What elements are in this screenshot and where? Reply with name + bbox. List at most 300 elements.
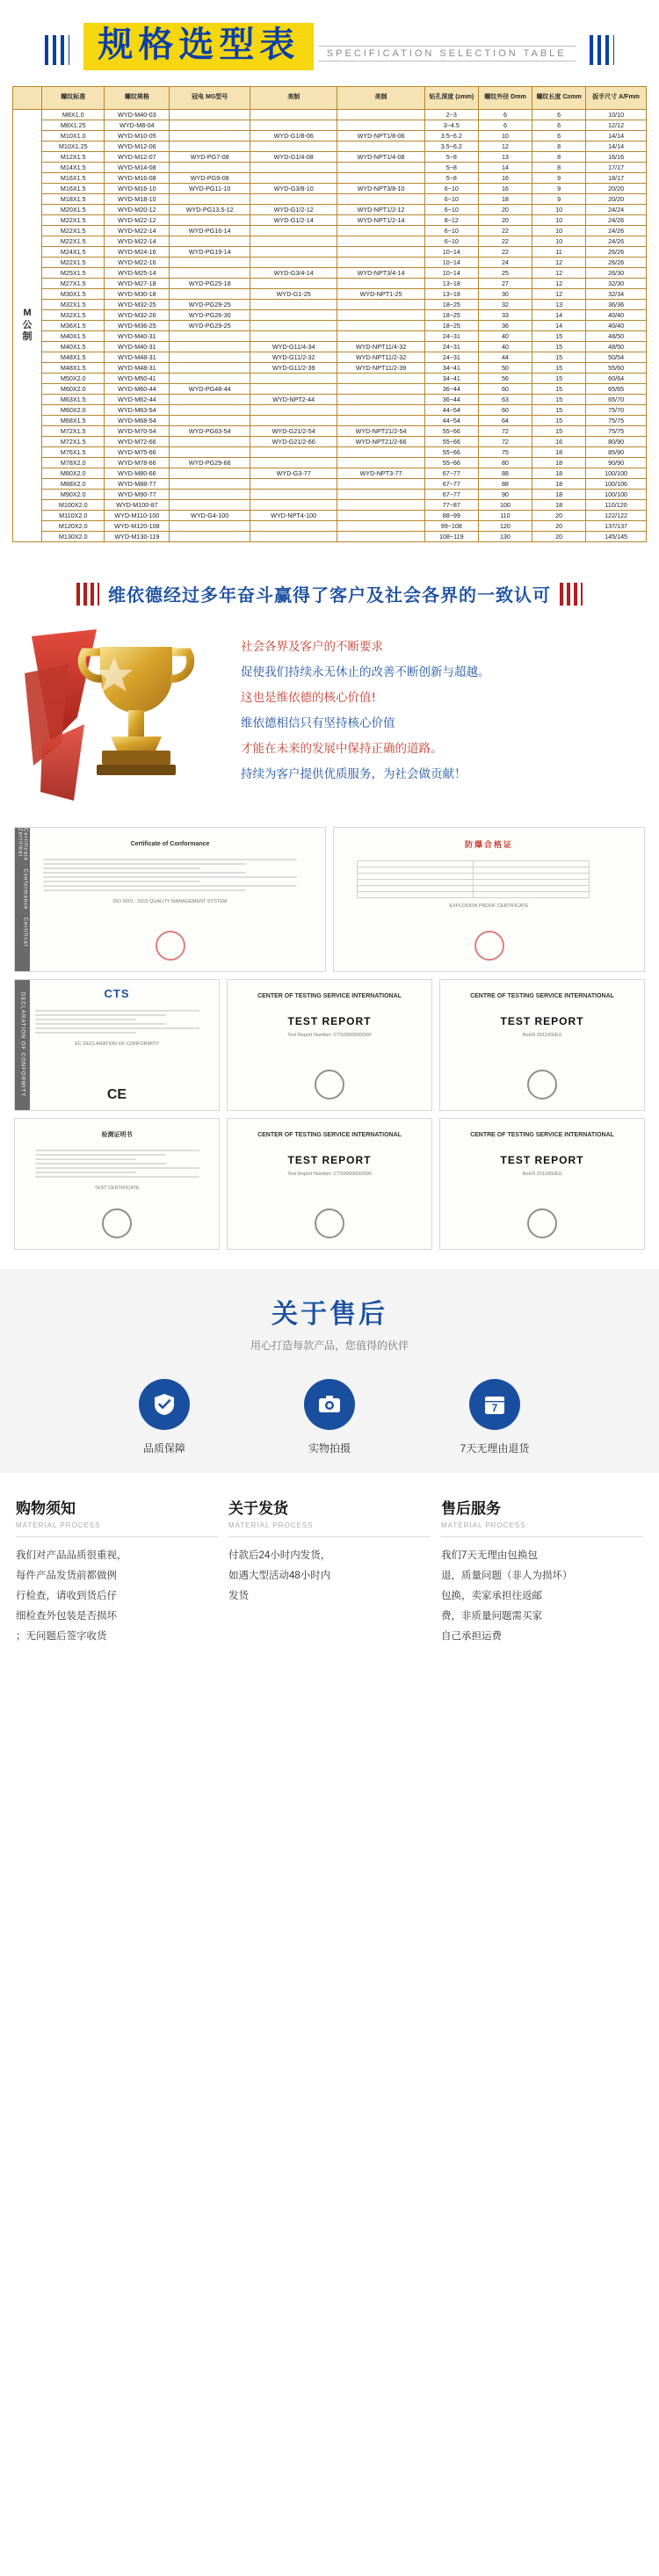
table-cell <box>337 384 424 395</box>
table-row <box>13 247 647 258</box>
honor-line-4: 才能在未来的发展中保持正确的道路。 <box>241 742 443 757</box>
table-cell: WYD-G4-100 <box>170 511 250 521</box>
table-cell: M8X1.0 <box>42 110 105 120</box>
table-cell: WYD-M36-25 <box>105 321 170 331</box>
table-cell <box>337 194 424 205</box>
table-cell: 22 <box>478 226 532 236</box>
table-cell: 34~41 <box>424 363 478 374</box>
service-label: 7天无理由退货 <box>460 1442 530 1455</box>
table-cell: WYD-NPT3-77 <box>337 468 424 479</box>
table-cell: 65/70 <box>586 395 647 405</box>
table-cell: 108~119 <box>424 532 478 542</box>
table-cell: 24 <box>478 258 532 268</box>
table-cell: 32 <box>478 300 532 310</box>
divider <box>441 1536 643 1537</box>
table-cell: 34~41 <box>424 374 478 384</box>
table-cell: WYD-PG16-14 <box>170 226 250 236</box>
table-cell: WYD-M120-108 <box>105 521 170 532</box>
table-cell <box>337 141 424 152</box>
table-cell: 30 <box>478 289 532 300</box>
service-label: 品质保障 <box>142 1442 185 1455</box>
table-cell: WYD-M18-10 <box>105 194 170 205</box>
table-cell: 12/12 <box>586 120 647 131</box>
table-cell <box>337 521 424 532</box>
info-paragraph: 我们对产品品质很重视， <box>16 1550 127 1561</box>
table-cell: 80/90 <box>586 437 647 447</box>
table-cell: WYD-M10-05 <box>105 131 170 141</box>
table-cell: 12 <box>532 279 586 289</box>
table-cell: WYD-NPT11/2-32 <box>337 352 424 363</box>
table-cell: 20/20 <box>586 194 647 205</box>
certificate-card <box>439 979 645 1111</box>
table-cell: M14X1.5 <box>42 163 105 173</box>
table-cell: WYD-NPT3/8-10 <box>337 184 424 194</box>
th-standard-group <box>13 87 42 110</box>
table-cell: 18 <box>532 458 586 468</box>
table-cell: 65/65 <box>586 384 647 395</box>
table-cell: 24~31 <box>424 331 478 342</box>
table-cell: WYD-NPT21/2-54 <box>337 426 424 437</box>
table-cell <box>250 141 337 152</box>
table-cell <box>337 395 424 405</box>
table-cell: M30X1.5 <box>42 289 105 300</box>
table-cell: 90/90 <box>586 458 647 468</box>
certificate-card <box>333 827 645 972</box>
table-row <box>13 194 647 205</box>
table-cell: 12 <box>532 268 586 279</box>
table-cell: WYD-NPT3/4-14 <box>337 268 424 279</box>
table-cell: 13 <box>532 300 586 310</box>
table-cell: 36 <box>478 321 532 331</box>
table-cell <box>250 490 337 500</box>
table-cell: 18/17 <box>586 173 647 184</box>
table-cell: 48/50 <box>586 342 647 352</box>
table-cell <box>250 458 337 468</box>
table-cell: 56 <box>478 374 532 384</box>
table-cell: 13~18 <box>424 289 478 300</box>
certificate-card <box>14 1118 220 1250</box>
table-cell: 26/26 <box>586 258 647 268</box>
table-cell <box>170 479 250 490</box>
table-cell: M32X1.5 <box>42 310 105 321</box>
table-cell: WYD-NPT11/4-32 <box>337 342 424 352</box>
certificate-row-1 <box>14 827 645 972</box>
table-cell: WYD-M68-54 <box>105 416 170 426</box>
table-cell: WYD-M22-16 <box>105 258 170 268</box>
table-cell: WYD-G1/2-12 <box>250 205 337 215</box>
table-cell <box>250 479 337 490</box>
table-cell <box>337 236 424 247</box>
table-cell: 26/26 <box>586 247 647 258</box>
table-cell: WYD-M90-77 <box>105 490 170 500</box>
table-cell: 36/36 <box>586 300 647 310</box>
table-cell: WYD-M20-12 <box>105 205 170 215</box>
certificate-heading: CENTRE OF TESTING SERVICE INTERNATIONAL <box>470 1132 614 1138</box>
table-cell: M60X2.0 <box>42 384 105 395</box>
table-cell: 15 <box>532 405 586 416</box>
table-cell: 13~18 <box>424 279 478 289</box>
table-cell <box>170 521 250 532</box>
table-cell: 6 <box>532 110 586 120</box>
certificate-seal <box>315 1070 344 1099</box>
honor-line-0: 社会各界及客户的不断要求 <box>241 640 383 654</box>
table-cell: 6~10 <box>424 205 478 215</box>
info-subheading: MATERIAL PROCESS <box>441 1521 526 1529</box>
table-cell: 15 <box>532 395 586 405</box>
table-cell: 50 <box>478 363 532 374</box>
info-heading: 售后服务 <box>441 1500 501 1518</box>
table-cell: M32X1.5 <box>42 300 105 310</box>
table-cell: WYD-M12-06 <box>105 141 170 152</box>
table-cell: WYD-M16-10 <box>105 184 170 194</box>
table-cell <box>337 405 424 416</box>
table-row <box>13 321 647 331</box>
table-cell: 8 <box>532 152 586 163</box>
info-column-shopping <box>16 1496 218 1647</box>
table-cell: WYD-G1-25 <box>250 289 337 300</box>
table-cell <box>337 173 424 184</box>
honor-line-3: 维依德相信只有坚持核心价值 <box>241 716 395 731</box>
table-cell: 2~3 <box>424 110 478 120</box>
table-row <box>13 374 647 384</box>
table-cell: WYD-M88-77 <box>105 479 170 490</box>
table-cell: 40 <box>478 342 532 352</box>
info-paragraph: 费，非质量问题需买家 <box>441 1611 542 1622</box>
certificate-small-text: EXPLOSION PROOF CERTIFICATE <box>449 903 529 909</box>
table-cell: M76X1.5 <box>42 447 105 458</box>
table-cell <box>170 110 250 120</box>
certificate-text-lines <box>35 1147 199 1180</box>
table-cell <box>170 395 250 405</box>
certificate-card <box>14 827 326 972</box>
table-cell: WYD-M80-66 <box>105 468 170 479</box>
certificates-section <box>0 818 659 1250</box>
table-cell <box>170 194 250 205</box>
table-cell: 6~10 <box>424 194 478 205</box>
trophy-illustration <box>16 612 235 818</box>
info-paragraph: 自己承担运费 <box>441 1631 502 1642</box>
table-cell: WYD-G1/2-14 <box>250 215 337 226</box>
table-cell: WYD-PG29-25 <box>170 300 250 310</box>
table-cell: M22X1.5 <box>42 258 105 268</box>
table-cell: WYD-M60-44 <box>105 384 170 395</box>
table-cell: M50X2.0 <box>42 374 105 384</box>
table-cell: 88~99 <box>424 511 478 521</box>
table-cell <box>250 173 337 184</box>
table-row <box>13 141 647 152</box>
table-cell <box>250 331 337 342</box>
table-cell <box>250 384 337 395</box>
table-cell <box>170 490 250 500</box>
honor-section <box>0 581 659 818</box>
table-cell: 88 <box>478 468 532 479</box>
table-cell: 32/30 <box>586 279 647 289</box>
table-cell: 40/40 <box>586 321 647 331</box>
table-cell: M16X1.5 <box>42 184 105 194</box>
table-cell: 8 <box>532 163 586 173</box>
certificate-small-text: EC DECLARATION OF CONFORMITY <box>75 1041 159 1047</box>
honor-left-stripes <box>76 583 99 606</box>
table-row <box>13 405 647 416</box>
certificate-small-text: ISO 9001 : 2015 QUALITY MANAGEMENT SYSTEM <box>112 898 228 904</box>
table-row <box>13 342 647 352</box>
certificate-seal <box>527 1208 557 1238</box>
table-cell: WYD-M22-12 <box>105 215 170 226</box>
table-cell: 130 <box>478 532 532 542</box>
table-cell: WYD-NPT1/8-06 <box>337 131 424 141</box>
certificate-heading: CENTRE OF TESTING SERVICE INTERNATIONAL <box>470 993 614 999</box>
info-paragraph: 行检查，请收到货后仔 <box>16 1591 117 1601</box>
table-cell: 15 <box>532 352 586 363</box>
table-cell: WYD-PG13.5-12 <box>170 205 250 215</box>
table-cell <box>250 194 337 205</box>
table-cell: 67~77 <box>424 468 478 479</box>
th-0: 螺纹标准 <box>42 87 105 110</box>
table-cell: 44~54 <box>424 405 478 416</box>
table-cell: 60/64 <box>586 374 647 384</box>
table-cell: WYD-M32-26 <box>105 310 170 321</box>
table-cell: 14/14 <box>586 141 647 152</box>
table-cell: 6~10 <box>424 184 478 194</box>
table-row <box>13 447 647 458</box>
table-cell <box>250 163 337 173</box>
certificate-seal <box>474 931 504 961</box>
table-cell: 6 <box>478 120 532 131</box>
table-cell: WYD-PG26-30 <box>170 310 250 321</box>
table-row <box>13 416 647 426</box>
certificate-side-label: DECLARATION OF CONFORMITY <box>15 980 30 1110</box>
table-cell: M27X1.5 <box>42 279 105 289</box>
table-cell: M8X1.25 <box>42 120 105 131</box>
certificate-seal <box>156 931 185 961</box>
table-cell: WYD-G3/8-10 <box>250 184 337 194</box>
table-cell <box>337 374 424 384</box>
honor-text-block <box>241 612 643 818</box>
table-cell <box>337 321 424 331</box>
table-cell: M60X2.0 <box>42 405 105 416</box>
info-paragraph: 发货 <box>228 1591 249 1601</box>
table-cell: WYD-NPT4-100 <box>250 511 337 521</box>
table-cell: WYD-M75-66 <box>105 447 170 458</box>
table-cell <box>170 437 250 447</box>
table-cell: 16/16 <box>586 152 647 163</box>
honor-heading-row <box>16 581 643 606</box>
table-cell <box>337 120 424 131</box>
table-cell: 110 <box>478 511 532 521</box>
table-cell: WYD-M8-04 <box>105 120 170 131</box>
table-cell: 44~54 <box>424 416 478 426</box>
table-cell: WYD-M14-08 <box>105 163 170 173</box>
table-cell <box>250 110 337 120</box>
table-cell: M120X2.0 <box>42 521 105 532</box>
certificate-title: TEST REPORT <box>500 1014 584 1027</box>
table-cell: 22 <box>478 247 532 258</box>
service-icons-row <box>0 1379 659 1455</box>
table-cell: 99~108 <box>424 521 478 532</box>
table-cell <box>170 258 250 268</box>
table-cell <box>170 374 250 384</box>
table-cell <box>250 258 337 268</box>
table-cell: 110/120 <box>586 500 647 511</box>
table-cell: WYD-M130-119 <box>105 532 170 542</box>
table-cell: M16X1.5 <box>42 173 105 184</box>
table-cell <box>170 120 250 131</box>
table-cell: WYD-NPT2-44 <box>250 395 337 405</box>
table-cell: 15 <box>532 331 586 342</box>
table-cell: 16 <box>532 437 586 447</box>
table-cell: 10~14 <box>424 268 478 279</box>
table-cell: 18~25 <box>424 310 478 321</box>
certificate-small-text: RoHS 2011/65/EU <box>522 1171 562 1177</box>
table-cell: 22 <box>478 236 532 247</box>
table-cell: M90X2.0 <box>42 490 105 500</box>
th-2: 冠电 MG型号 <box>170 87 250 110</box>
table-cell: 120 <box>478 521 532 532</box>
table-cell <box>337 279 424 289</box>
table-cell <box>337 479 424 490</box>
table-cell: 24/24 <box>586 205 647 215</box>
certificate-heading: 检测证明书 <box>101 1132 133 1138</box>
table-row <box>13 173 647 184</box>
table-cell: 55~66 <box>424 447 478 458</box>
table-cell: 15 <box>532 374 586 384</box>
table-body <box>13 110 647 542</box>
table-row <box>13 226 647 236</box>
info-subheading: MATERIAL PROCESS <box>16 1521 101 1529</box>
table-row <box>13 289 647 300</box>
table-cell: WYD-M25-14 <box>105 268 170 279</box>
title-left-stripes <box>45 35 69 65</box>
info-paragraph: 我们7天无理由包换包 <box>441 1550 538 1561</box>
th-7: 螺纹长度 C≥mm <box>532 87 586 110</box>
table-cell <box>337 110 424 120</box>
table-cell: 13 <box>478 152 532 163</box>
table-cell: 20 <box>532 521 586 532</box>
table-cell <box>337 247 424 258</box>
table-cell: 10/10 <box>586 110 647 120</box>
table-cell: 44 <box>478 352 532 363</box>
after-sales-subtitle: 用心打造每款产品，您值得的伙伴 <box>250 1339 409 1352</box>
table-cell: WYD-M100-87 <box>105 500 170 511</box>
table-cell: 24~31 <box>424 352 478 363</box>
table-cell: 18~25 <box>424 300 478 310</box>
table-cell <box>337 500 424 511</box>
table-cell <box>250 521 337 532</box>
table-cell: 10 <box>532 236 586 247</box>
table-cell: WYD-G1/8-06 <box>250 131 337 141</box>
table-row <box>13 437 647 447</box>
service-item-quality <box>116 1379 213 1455</box>
table-cell: 5~8 <box>424 152 478 163</box>
table-cell: 3~4.5 <box>424 120 478 131</box>
service-item-return <box>446 1379 543 1455</box>
table-cell: WYD-M110-100 <box>105 511 170 521</box>
table-cell: 60 <box>478 405 532 416</box>
table-cell: WYD-M63-54 <box>105 405 170 416</box>
table-cell <box>250 405 337 416</box>
table-cell: M63X1.5 <box>42 395 105 405</box>
table-cell: 15 <box>532 384 586 395</box>
table-cell <box>250 374 337 384</box>
table-cell: M88X2.0 <box>42 479 105 490</box>
table-cell: 137/137 <box>586 521 647 532</box>
table-cell <box>250 236 337 247</box>
table-cell: 12 <box>532 258 586 268</box>
table-cell: WYD-PG7-08 <box>170 152 250 163</box>
table-cell: WYD-PG29-25 <box>170 321 250 331</box>
table-cell <box>337 511 424 521</box>
table-cell <box>337 331 424 342</box>
table-cell: 26/30 <box>586 268 647 279</box>
table-cell: M18X1.5 <box>42 194 105 205</box>
table-cell: 85/90 <box>586 447 647 458</box>
after-sales-section <box>0 1269 659 1473</box>
table-cell <box>170 163 250 173</box>
table-cell: 11 <box>532 247 586 258</box>
table-cell: 75/70 <box>586 405 647 416</box>
table-cell: 15 <box>532 426 586 437</box>
table-cell: WYD-M30-18 <box>105 289 170 300</box>
certificate-row-3 <box>14 1118 645 1250</box>
table-cell: 14 <box>532 321 586 331</box>
table-cell: 9 <box>532 194 586 205</box>
table-cell: WYD-G3-77 <box>250 468 337 479</box>
thread-standard-metric: M 公 制 <box>13 110 42 542</box>
info-paragraph: 付款后24小时内发货， <box>228 1550 331 1561</box>
divider <box>16 1536 218 1537</box>
table-cell: WYD-M78-66 <box>105 458 170 468</box>
certificate-card <box>227 1118 432 1250</box>
table-row <box>13 184 647 194</box>
table-cell: 27 <box>478 279 532 289</box>
calendar-7-icon <box>469 1379 520 1430</box>
table-cell <box>170 131 250 141</box>
certificate-card <box>14 979 220 1111</box>
table-cell: M10X1.0 <box>42 131 105 141</box>
table-cell: 10~14 <box>424 258 478 268</box>
cts-logo: CTS <box>104 987 130 1000</box>
table-cell: 5~8 <box>424 163 478 173</box>
table-cell <box>250 500 337 511</box>
table-cell: M40X1.5 <box>42 342 105 352</box>
table-row <box>13 300 647 310</box>
table-row <box>13 479 647 490</box>
table-cell: 15 <box>532 342 586 352</box>
table-row <box>13 468 647 479</box>
certificate-heading: CENTER OF TESTING SERVICE INTERNATIONAL <box>257 993 402 999</box>
table-cell: WYD-PG19-14 <box>170 247 250 258</box>
table-cell: 75/75 <box>586 426 647 437</box>
table-cell <box>250 247 337 258</box>
service-label: 实物拍摄 <box>308 1442 351 1455</box>
table-cell: 25 <box>478 268 532 279</box>
table-cell <box>170 268 250 279</box>
table-cell <box>170 532 250 542</box>
table-cell: WYD-M72-66 <box>105 437 170 447</box>
table-cell: M22X1.5 <box>42 215 105 226</box>
table-cell <box>170 500 250 511</box>
table-cell: WYD-G1/4-08 <box>250 152 337 163</box>
table-cell <box>337 300 424 310</box>
table-cell <box>250 226 337 236</box>
table-cell: M20X1.5 <box>42 205 105 215</box>
certificate-card <box>439 1118 645 1250</box>
table-cell: 6 <box>478 110 532 120</box>
table-cell: 10~14 <box>424 247 478 258</box>
table-cell: WYD-PG11-10 <box>170 184 250 194</box>
title-right-stripes <box>590 35 614 65</box>
table-cell: 6~10 <box>424 236 478 247</box>
